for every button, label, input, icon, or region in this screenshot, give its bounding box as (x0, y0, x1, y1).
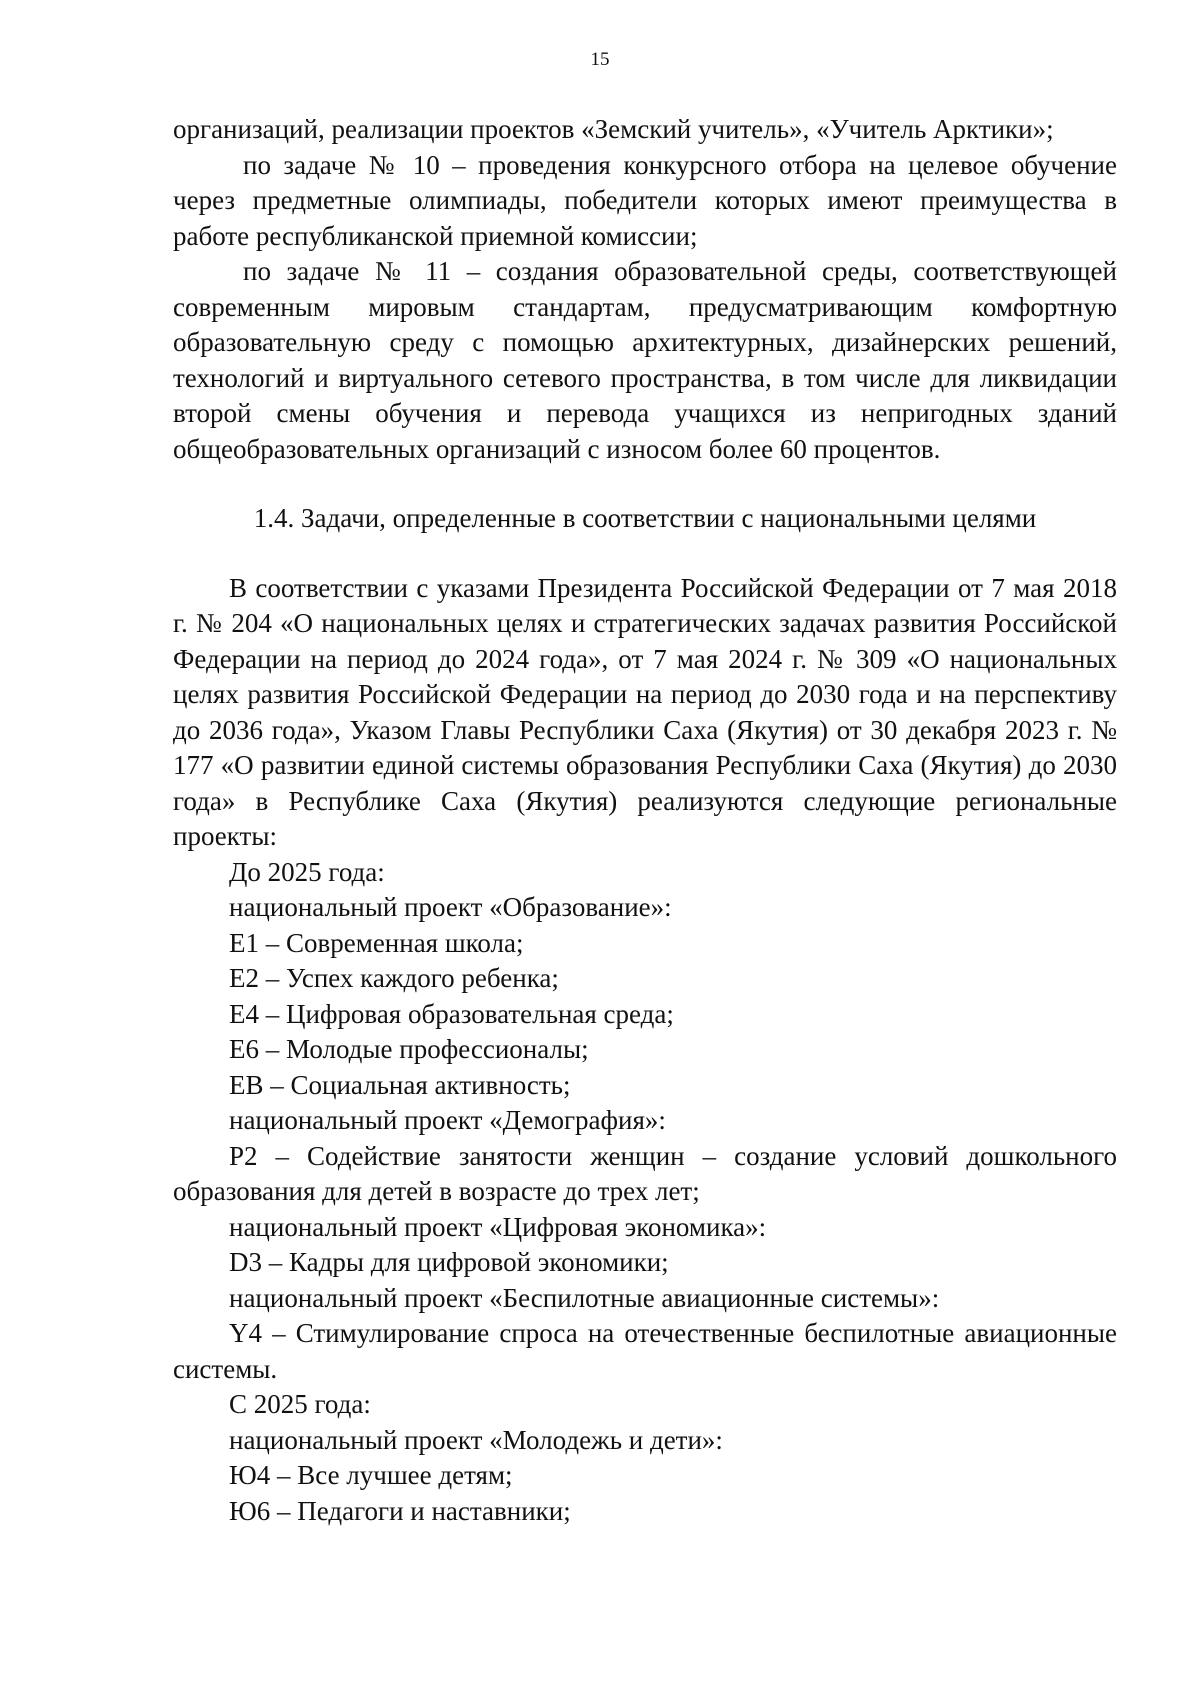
list-item: Ю6 – Педагоги и наставники; (229, 1495, 571, 1526)
list-item: национальный проект «Беспилотные авиационные системы»: (229, 1282, 940, 1313)
list-item: D3 – Кадры для цифровой экономики; (229, 1247, 669, 1277)
list-item: ЕВ – Социальная активность; (229, 1069, 571, 1100)
list-item: Е1 – Современная школа; (229, 927, 524, 958)
page-number: 15 (590, 49, 610, 70)
list-item: Е2 – Успех каждого ребенка; (229, 963, 559, 993)
section-heading: 1.4. Задачи, определенные в соответствии с национальными целями (253, 503, 1037, 533)
paragraph-task-11: по задаче № 11 – создания образовательной среды, соответствующей современным мировым стандартам, предусматривающим комфортную образовательную среду с помощью архитектурных, дизайнерских решений, технологий и виртуального сетевого пространства, в том числе для ликвидации второй смены обучения и перевода учащихся из непригодных зданий общеобразовательных организаций с износом более 60 процентов. (173, 256, 1117, 464)
list-item: Е6 – Молодые профессионалы; (229, 1034, 589, 1064)
list-item: Ю4 – Все лучшее детям; (229, 1460, 513, 1490)
list-item: Е4 – Цифровая образовательная среда; (229, 998, 674, 1029)
list-item: национальный проект «Цифровая экономика»: (229, 1211, 767, 1242)
document-body (173, 112, 1117, 1529)
paragraph-task-10: по задаче № 10 – проведения конкурсного отбора на целевое обучение через предметные олимпиады, победители которых имеют преимущества в работе республиканской приемной комиссии; (173, 149, 1117, 251)
paragraph-intro: В соответствии с указами Президента Российской Федерации от 7 мая 2018 г. № 204 «О национальных целях и стратегических задачах развития Российской Федерации на период до 2024 года», от 7 мая 2024 г. № 309 «О национальных целях развития Российской Федерации на период до 2030 года и на перспективу до 2036 года», Указом Главы Республики Саха (Якутия) от 30 декабря 2023 г. № 177 «О развитии единой системы образования Республики Саха (Якутия) до 2030 года» в Республике Саха (Якутия) реализуются следующие региональные проекты: (173, 572, 1117, 851)
list-item: национальный проект «Молодежь и дети»: (229, 1424, 723, 1455)
list-item: Y4 – Стимулирование спроса на отечественные беспилотные авиационные системы. (173, 1318, 1117, 1384)
list-item: С 2025 года: (229, 1389, 371, 1419)
list-item: национальный проект «Образование»: (229, 892, 672, 922)
list-item: До 2025 года: (229, 856, 385, 887)
list-item: Р2 – Содействие занятости женщин – создание условий дошкольного образования для детей в возрасте до трех лет; (173, 1140, 1117, 1206)
paragraph-continuation: организаций, реализации проектов «Земский учитель», «Учитель Арктики»; (173, 114, 1054, 144)
list-item: национальный проект «Демография»: (229, 1105, 666, 1135)
